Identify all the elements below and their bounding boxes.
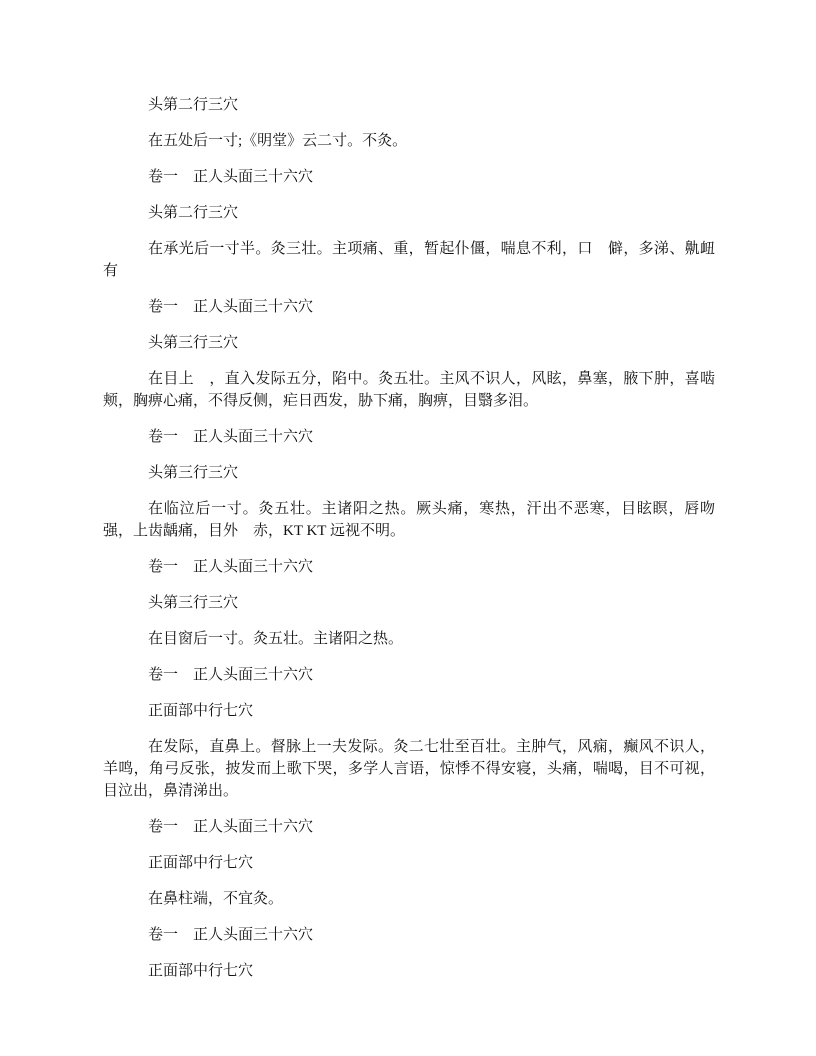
section-heading: 头第二行三穴 [148, 97, 239, 113]
volume-heading: 卷一 正人头面三十六穴 [148, 169, 314, 185]
volume-heading: 卷一 正人头面三十六穴 [148, 927, 314, 943]
body-paragraph: 在临泣后一寸。灸五壮。主诸阳之热。厥头痛，寒热，汗出不恶寒，目眩瞑，唇吻强，上齿龋痛，目外 赤，KT KT 远视不明。 [103, 501, 715, 539]
body-paragraph: 在五处后一寸;《明堂》云二寸。不灸。 [148, 133, 408, 149]
section-heading: 正面部中行七穴 [148, 703, 254, 719]
body-paragraph: 在目窗后一寸。灸五壮。主诸阳之热。 [148, 631, 404, 647]
document-content [103, 94, 715, 996]
section-heading: 正面部中行七穴 [148, 963, 254, 979]
volume-heading: 卷一 正人头面三十六穴 [148, 667, 314, 683]
body-paragraph: 在发际，直鼻上。督脉上一夫发际。灸二七壮至百壮。主肿气，风痫，癫风不识人，羊鸣，角弓反张，披发而上歌下哭，多学人言语，惊悸不得安寝，头痛，喘喝，目不可视，目泣出，鼻清涕出。 [103, 739, 715, 799]
section-heading: 头第三行三穴 [148, 595, 239, 611]
body-paragraph: 在目上 ，直入发际五分，陷中。灸五壮。主风不识人，风眩，鼻塞，腋下肿，喜啮颊，胸痹心痛，不得反侧，疟日西发，胁下痛，胸痹，目翳多泪。 [103, 371, 715, 409]
body-paragraph: 在承光后一寸半。灸三壮。主项痛、重，暂起仆僵，喘息不利，口 僻，多涕、鼽衄有 [103, 241, 715, 279]
volume-heading: 卷一 正人头面三十六穴 [148, 819, 314, 835]
volume-heading: 卷一 正人头面三十六穴 [148, 429, 314, 445]
section-heading: 头第三行三穴 [148, 335, 239, 351]
body-paragraph: 在鼻柱端，不宜灸。 [148, 891, 284, 907]
volume-heading: 卷一 正人头面三十六穴 [148, 559, 314, 575]
section-heading: 正面部中行七穴 [148, 855, 254, 871]
section-heading: 头第二行三穴 [148, 205, 239, 221]
volume-heading: 卷一 正人头面三十六穴 [148, 299, 314, 315]
section-heading: 头第三行三穴 [148, 465, 239, 481]
